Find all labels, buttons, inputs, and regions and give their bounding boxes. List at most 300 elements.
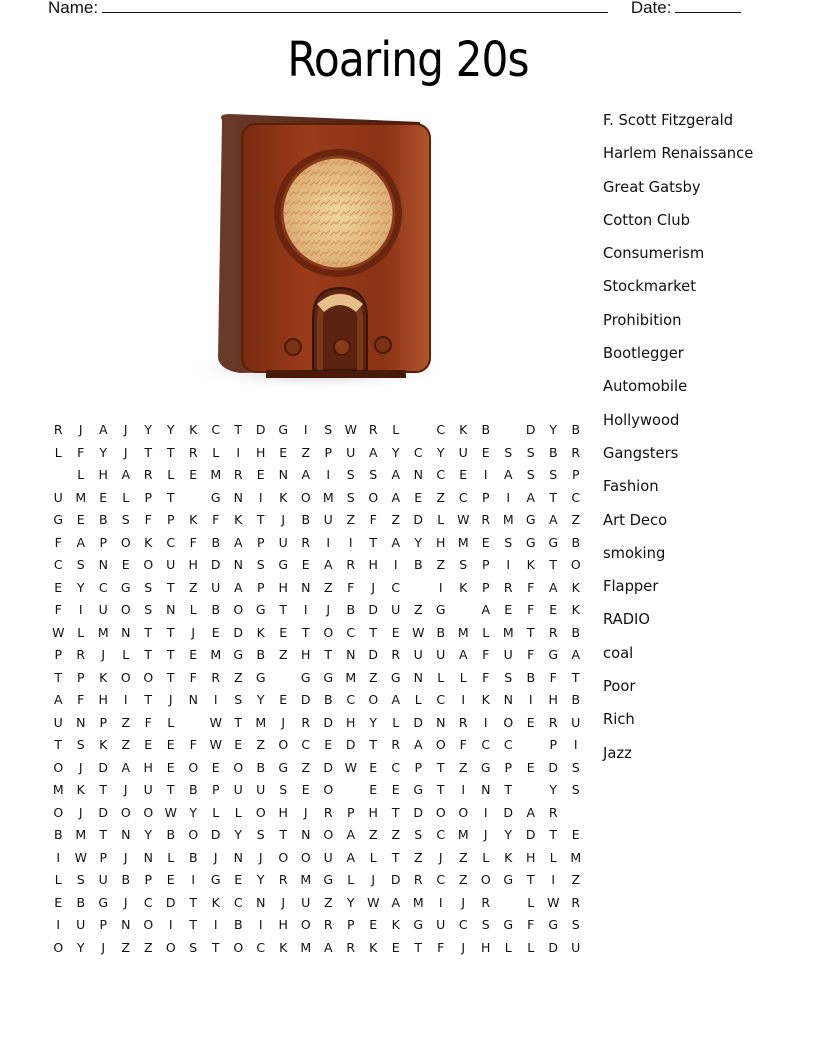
grid-cell[interactable]: D <box>210 557 221 572</box>
grid-cell[interactable]: B <box>98 512 108 527</box>
grid-cell[interactable]: S <box>504 444 513 460</box>
grid-cell[interactable] <box>407 421 430 444</box>
grid-cell[interactable]: I <box>258 917 263 932</box>
grid-cell[interactable]: Z <box>391 512 401 527</box>
grid-cell[interactable]: M <box>300 939 312 955</box>
grid-cell[interactable]: I <box>483 714 488 730</box>
grid-cell[interactable]: O <box>323 782 334 797</box>
grid-cell[interactable]: S <box>526 444 535 460</box>
grid-cell[interactable]: F <box>527 602 535 617</box>
grid-cell[interactable]: L <box>54 872 62 887</box>
grid-cell[interactable]: I <box>573 737 578 752</box>
grid-cell[interactable]: M <box>570 849 582 865</box>
grid-cell[interactable]: T <box>166 624 175 640</box>
grid-cell[interactable]: N <box>503 692 513 707</box>
grid-cell[interactable]: E <box>279 624 288 640</box>
grid-cell[interactable]: C <box>53 557 63 572</box>
grid-cell[interactable]: G <box>435 602 446 617</box>
grid-cell[interactable]: G <box>480 759 491 775</box>
grid-cell[interactable]: R <box>143 467 153 482</box>
grid-cell[interactable]: K <box>144 534 153 550</box>
grid-cell[interactable]: Z <box>323 579 333 595</box>
grid-cell[interactable]: F <box>54 534 62 550</box>
grid-cell[interactable]: O <box>300 917 311 932</box>
grid-cell[interactable]: A <box>391 467 401 482</box>
grid-cell[interactable]: L <box>167 467 175 482</box>
grid-cell[interactable]: N <box>233 849 243 865</box>
grid-cell[interactable]: B <box>188 849 198 865</box>
grid-cell[interactable]: F <box>527 579 535 595</box>
grid-cell[interactable]: D <box>98 759 109 775</box>
grid-cell[interactable]: D <box>255 422 266 437</box>
grid-cell[interactable]: C <box>346 692 356 707</box>
grid-cell[interactable]: Z <box>458 849 468 865</box>
grid-cell[interactable]: P <box>99 917 108 932</box>
grid-cell[interactable]: M <box>345 669 357 685</box>
grid-cell[interactable]: Y <box>256 692 265 707</box>
grid-cell[interactable]: U <box>391 602 401 617</box>
grid-cell[interactable]: C <box>458 917 468 932</box>
grid-cell[interactable]: N <box>346 647 356 662</box>
grid-cell[interactable]: T <box>549 557 558 572</box>
grid-cell[interactable]: Z <box>278 647 288 662</box>
grid-cell[interactable]: O <box>143 557 154 572</box>
grid-cell[interactable]: U <box>571 714 581 730</box>
grid-cell[interactable]: A <box>346 849 356 865</box>
grid-cell[interactable]: Z <box>121 939 131 955</box>
grid-cell[interactable]: L <box>212 804 220 820</box>
grid-cell[interactable]: M <box>322 489 334 505</box>
grid-cell[interactable]: N <box>413 669 423 685</box>
grid-cell[interactable]: T <box>144 444 153 460</box>
grid-cell[interactable]: L <box>459 669 467 685</box>
grid-cell[interactable]: T <box>166 782 175 797</box>
grid-cell[interactable]: A <box>76 534 86 550</box>
grid-cell[interactable]: I <box>348 534 353 550</box>
grid-cell[interactable]: U <box>278 534 288 550</box>
grid-cell[interactable]: J <box>326 602 331 617</box>
grid-cell[interactable]: Z <box>143 939 153 955</box>
grid-cell[interactable]: N <box>278 467 288 482</box>
grid-cell[interactable]: Z <box>413 602 423 617</box>
grid-cell[interactable]: R <box>323 804 333 820</box>
grid-cell[interactable]: S <box>144 602 153 617</box>
grid-cell[interactable]: Z <box>368 827 378 842</box>
grid-cell[interactable]: M <box>255 714 267 730</box>
grid-cell[interactable]: U <box>98 872 108 887</box>
grid-cell[interactable]: I <box>528 692 533 707</box>
grid-cell[interactable]: K <box>279 489 288 505</box>
grid-cell[interactable]: F <box>527 917 535 932</box>
grid-cell[interactable]: C <box>413 444 423 460</box>
grid-cell[interactable]: C <box>436 872 446 887</box>
grid-cell[interactable]: O <box>323 827 334 842</box>
grid-cell[interactable]: P <box>414 759 423 775</box>
grid-cell[interactable]: T <box>166 489 175 505</box>
grid-cell[interactable]: U <box>53 489 63 505</box>
grid-cell[interactable]: G <box>525 512 536 527</box>
grid-cell[interactable]: U <box>256 782 266 797</box>
grid-cell[interactable]: T <box>256 512 265 527</box>
grid-cell[interactable]: M <box>52 782 64 797</box>
grid-cell[interactable]: M <box>300 872 312 887</box>
grid-cell[interactable]: S <box>234 692 243 707</box>
grid-cell[interactable]: F <box>77 444 85 460</box>
grid-cell[interactable]: T <box>526 872 535 887</box>
grid-cell[interactable]: E <box>391 782 400 797</box>
grid-cell[interactable]: P <box>481 489 490 505</box>
grid-cell[interactable]: F <box>144 714 152 730</box>
grid-cell[interactable]: D <box>368 602 379 617</box>
grid-cell[interactable]: J <box>461 939 466 955</box>
grid-cell[interactable]: C <box>436 422 446 437</box>
grid-cell[interactable]: E <box>369 759 378 775</box>
grid-cell[interactable]: Z <box>323 894 333 910</box>
grid-cell[interactable]: T <box>144 692 153 707</box>
grid-cell[interactable]: L <box>347 872 355 887</box>
grid-cell[interactable]: O <box>233 759 244 775</box>
grid-cell[interactable]: T <box>369 737 378 752</box>
grid-cell[interactable]: L <box>392 714 400 730</box>
grid-cell[interactable]: E <box>369 782 378 797</box>
grid-cell[interactable]: D <box>525 827 536 842</box>
grid-cell[interactable]: U <box>53 714 63 730</box>
grid-cell[interactable]: Z <box>436 557 446 572</box>
grid-cell[interactable]: T <box>234 714 243 730</box>
grid-cell[interactable]: A <box>481 602 491 617</box>
grid-cell[interactable]: C <box>436 467 446 482</box>
grid-cell[interactable]: W <box>547 894 560 910</box>
grid-cell[interactable]: U <box>323 849 333 865</box>
grid-cell[interactable]: E <box>324 737 333 752</box>
grid-cell[interactable]: U <box>143 782 153 797</box>
grid-cell[interactable]: D <box>548 939 559 955</box>
grid-cell[interactable]: B <box>53 827 63 842</box>
grid-cell[interactable]: J <box>483 827 488 842</box>
grid-cell[interactable]: E <box>234 737 243 752</box>
grid-cell[interactable]: G <box>53 512 64 527</box>
grid-cell[interactable] <box>520 736 543 759</box>
grid-cell[interactable]: N <box>121 827 131 842</box>
grid-cell[interactable]: L <box>167 849 175 865</box>
grid-cell[interactable]: U <box>98 602 108 617</box>
grid-cell[interactable]: L <box>369 849 377 865</box>
grid-cell[interactable]: T <box>189 917 198 932</box>
grid-cell[interactable]: W <box>52 624 65 640</box>
grid-cell[interactable]: L <box>482 624 490 640</box>
grid-cell[interactable] <box>497 421 520 444</box>
grid-cell[interactable]: J <box>281 512 286 527</box>
grid-cell[interactable]: E <box>279 444 288 460</box>
grid-cell[interactable]: H <box>188 557 198 572</box>
grid-cell[interactable]: J <box>281 714 286 730</box>
grid-cell[interactable]: N <box>233 557 243 572</box>
grid-cell[interactable]: I <box>326 534 331 550</box>
grid-cell[interactable]: O <box>53 939 64 955</box>
grid-cell[interactable]: C <box>481 737 491 752</box>
grid-cell[interactable]: G <box>548 647 559 662</box>
grid-cell[interactable]: H <box>98 467 108 482</box>
grid-cell[interactable]: I <box>393 557 398 572</box>
grid-cell[interactable]: B <box>346 602 356 617</box>
grid-cell[interactable]: K <box>391 917 400 932</box>
grid-cell[interactable]: D <box>503 804 514 820</box>
grid-cell[interactable]: G <box>390 669 401 685</box>
grid-cell[interactable]: C <box>458 489 468 505</box>
grid-cell[interactable]: F <box>77 692 85 707</box>
grid-cell[interactable]: U <box>413 647 423 662</box>
grid-cell[interactable]: I <box>78 602 83 617</box>
grid-cell[interactable]: I <box>551 872 556 887</box>
grid-cell[interactable]: I <box>258 489 263 505</box>
grid-cell[interactable]: P <box>571 467 580 482</box>
grid-cell[interactable]: N <box>436 714 446 730</box>
grid-cell[interactable]: A <box>53 692 63 707</box>
grid-cell[interactable]: I <box>56 917 61 932</box>
grid-cell[interactable]: J <box>78 422 83 437</box>
grid-cell[interactable]: R <box>458 714 468 730</box>
grid-cell[interactable]: K <box>459 422 468 437</box>
grid-cell[interactable]: P <box>166 512 175 527</box>
grid-cell[interactable]: L <box>527 894 535 910</box>
grid-cell[interactable]: R <box>368 422 378 437</box>
grid-cell[interactable]: D <box>413 714 424 730</box>
grid-cell[interactable]: T <box>436 759 445 775</box>
grid-cell[interactable]: H <box>526 849 536 865</box>
grid-cell[interactable]: I <box>56 849 61 865</box>
grid-cell[interactable]: A <box>121 759 131 775</box>
grid-cell[interactable]: F <box>459 737 467 752</box>
grid-cell[interactable]: T <box>279 602 288 617</box>
grid-cell[interactable]: J <box>461 894 466 910</box>
grid-cell[interactable]: B <box>548 444 558 460</box>
grid-cell[interactable]: Y <box>76 939 85 955</box>
grid-cell[interactable]: J <box>123 444 128 460</box>
grid-cell[interactable]: N <box>143 849 153 865</box>
grid-cell[interactable]: P <box>99 714 108 730</box>
grid-cell[interactable]: I <box>213 917 218 932</box>
grid-cell[interactable]: T <box>99 827 108 842</box>
grid-cell[interactable]: P <box>256 579 265 595</box>
grid-cell[interactable]: E <box>301 782 310 797</box>
grid-cell[interactable]: H <box>368 804 378 820</box>
grid-cell[interactable]: K <box>571 579 580 595</box>
grid-cell[interactable]: J <box>123 422 128 437</box>
grid-cell[interactable]: L <box>504 939 512 955</box>
grid-cell[interactable]: W <box>367 894 380 910</box>
grid-cell[interactable]: N <box>481 782 491 797</box>
grid-cell[interactable]: E <box>256 467 265 482</box>
grid-cell[interactable]: P <box>324 444 333 460</box>
grid-cell[interactable]: R <box>413 872 423 887</box>
grid-cell[interactable]: K <box>459 579 468 595</box>
grid-cell[interactable]: J <box>371 579 376 595</box>
grid-cell[interactable]: O <box>300 489 311 505</box>
grid-cell[interactable]: G <box>548 534 559 550</box>
grid-cell[interactable]: R <box>76 647 86 662</box>
grid-cell[interactable]: U <box>76 917 86 932</box>
grid-cell[interactable]: M <box>457 624 469 640</box>
grid-cell[interactable]: J <box>281 894 286 910</box>
grid-cell[interactable]: O <box>143 669 154 685</box>
grid-cell[interactable]: D <box>548 759 559 775</box>
grid-cell[interactable]: K <box>189 512 198 527</box>
grid-cell[interactable]: R <box>571 894 581 910</box>
grid-cell[interactable]: U <box>571 939 581 955</box>
grid-cell[interactable]: T <box>279 827 288 842</box>
grid-cell[interactable]: M <box>502 624 514 640</box>
grid-cell[interactable] <box>520 781 543 804</box>
grid-cell[interactable]: A <box>548 512 558 527</box>
grid-cell[interactable]: I <box>168 917 173 932</box>
grid-cell[interactable]: D <box>323 759 334 775</box>
grid-cell[interactable]: R <box>503 579 513 595</box>
grid-cell[interactable]: Y <box>144 422 153 437</box>
grid-cell[interactable]: R <box>548 804 558 820</box>
grid-cell[interactable]: C <box>391 759 401 775</box>
grid-cell[interactable]: S <box>571 759 580 775</box>
grid-cell[interactable]: T <box>144 647 153 662</box>
grid-cell[interactable]: T <box>54 737 63 752</box>
grid-cell[interactable]: Z <box>571 872 581 887</box>
grid-cell[interactable] <box>182 489 205 512</box>
grid-cell[interactable]: J <box>303 804 308 820</box>
grid-cell[interactable]: Y <box>346 894 355 910</box>
grid-cell[interactable]: C <box>166 534 176 550</box>
grid-cell[interactable]: F <box>212 512 220 527</box>
grid-cell[interactable]: Z <box>188 579 198 595</box>
grid-cell[interactable]: T <box>414 939 423 955</box>
grid-cell[interactable]: S <box>256 557 265 572</box>
grid-cell[interactable]: C <box>233 894 243 910</box>
grid-cell[interactable]: N <box>121 917 131 932</box>
grid-cell[interactable]: I <box>191 872 196 887</box>
grid-cell[interactable]: S <box>76 557 85 572</box>
grid-cell[interactable]: W <box>344 422 357 437</box>
grid-cell[interactable]: F <box>437 939 445 955</box>
grid-cell[interactable]: J <box>101 939 106 955</box>
grid-cell[interactable]: J <box>123 849 128 865</box>
grid-cell[interactable]: G <box>323 669 334 685</box>
grid-cell[interactable]: O <box>120 804 131 820</box>
grid-cell[interactable]: U <box>166 557 176 572</box>
grid-cell[interactable]: Z <box>121 737 131 752</box>
grid-cell[interactable]: Z <box>233 669 243 685</box>
grid-cell[interactable]: E <box>526 714 535 730</box>
grid-cell[interactable] <box>182 714 205 737</box>
grid-cell[interactable]: P <box>549 737 558 752</box>
grid-cell[interactable]: T <box>391 804 400 820</box>
grid-cell[interactable]: P <box>99 849 108 865</box>
grid-cell[interactable]: R <box>391 647 401 662</box>
grid-cell[interactable]: D <box>525 422 536 437</box>
grid-cell[interactable]: P <box>144 872 153 887</box>
grid-cell[interactable]: I <box>461 782 466 797</box>
grid-cell[interactable]: H <box>548 692 558 707</box>
grid-cell[interactable]: S <box>346 467 355 482</box>
grid-cell[interactable]: E <box>211 759 220 775</box>
grid-cell[interactable]: T <box>571 669 580 685</box>
grid-cell[interactable]: J <box>371 872 376 887</box>
grid-cell[interactable]: F <box>189 534 197 550</box>
grid-cell[interactable]: M <box>502 512 514 527</box>
grid-cell[interactable]: G <box>323 872 334 887</box>
grid-cell[interactable]: B <box>526 669 536 685</box>
grid-cell[interactable]: R <box>548 624 558 640</box>
grid-cell[interactable]: C <box>436 827 446 842</box>
grid-cell[interactable]: O <box>458 804 469 820</box>
grid-cell[interactable]: P <box>346 917 355 932</box>
grid-cell[interactable]: S <box>459 557 468 572</box>
grid-cell[interactable]: A <box>323 557 333 572</box>
grid-cell[interactable]: K <box>279 939 288 955</box>
grid-cell[interactable]: Y <box>549 782 558 797</box>
grid-cell[interactable]: G <box>278 557 289 572</box>
grid-cell[interactable]: J <box>168 692 173 707</box>
grid-cell[interactable]: I <box>123 692 128 707</box>
grid-cell[interactable]: B <box>256 759 266 775</box>
grid-cell[interactable]: P <box>346 804 355 820</box>
grid-cell[interactable]: B <box>571 422 581 437</box>
grid-cell[interactable]: G <box>210 489 221 505</box>
grid-cell[interactable]: H <box>368 557 378 572</box>
grid-cell[interactable]: H <box>278 804 288 820</box>
grid-cell[interactable]: P <box>54 647 63 662</box>
grid-cell[interactable]: W <box>209 737 222 752</box>
grid-cell[interactable]: S <box>571 782 580 797</box>
grid-cell[interactable]: Z <box>301 759 311 775</box>
grid-cell[interactable]: K <box>99 669 108 685</box>
grid-cell[interactable] <box>340 781 363 804</box>
grid-cell[interactable]: F <box>482 669 490 685</box>
grid-cell[interactable]: O <box>120 602 131 617</box>
grid-cell[interactable]: G <box>210 872 221 887</box>
grid-cell[interactable]: S <box>549 467 558 482</box>
grid-cell[interactable]: G <box>278 759 289 775</box>
grid-cell[interactable]: R <box>53 422 63 437</box>
grid-cell[interactable]: E <box>369 917 378 932</box>
name-field[interactable] <box>102 0 608 13</box>
grid-cell[interactable]: U <box>301 894 311 910</box>
grid-cell[interactable]: C <box>346 624 356 640</box>
grid-cell[interactable]: G <box>255 669 266 685</box>
grid-cell[interactable]: T <box>324 647 333 662</box>
grid-cell[interactable]: E <box>189 647 198 662</box>
grid-cell[interactable]: D <box>323 714 334 730</box>
grid-cell[interactable]: E <box>54 894 63 910</box>
grid-cell[interactable]: Y <box>504 827 513 842</box>
grid-cell[interactable]: A <box>98 422 108 437</box>
grid-cell[interactable]: C <box>98 579 108 595</box>
grid-cell[interactable]: T <box>54 669 63 685</box>
grid-cell[interactable]: G <box>233 647 244 662</box>
grid-cell[interactable]: O <box>278 849 289 865</box>
grid-cell[interactable]: E <box>459 467 468 482</box>
grid-cell[interactable]: K <box>256 624 265 640</box>
grid-cell[interactable]: U <box>233 782 243 797</box>
grid-cell[interactable]: S <box>189 939 198 955</box>
grid-cell[interactable]: D <box>413 512 424 527</box>
grid-cell[interactable]: I <box>483 804 488 820</box>
grid-cell[interactable]: D <box>390 872 401 887</box>
grid-cell[interactable]: E <box>166 759 175 775</box>
grid-cell[interactable]: A <box>233 579 243 595</box>
grid-cell[interactable]: W <box>457 512 470 527</box>
grid-cell[interactable]: T <box>504 782 513 797</box>
grid-cell[interactable]: O <box>435 804 446 820</box>
grid-cell[interactable]: D <box>368 647 379 662</box>
grid-cell[interactable]: S <box>76 872 85 887</box>
